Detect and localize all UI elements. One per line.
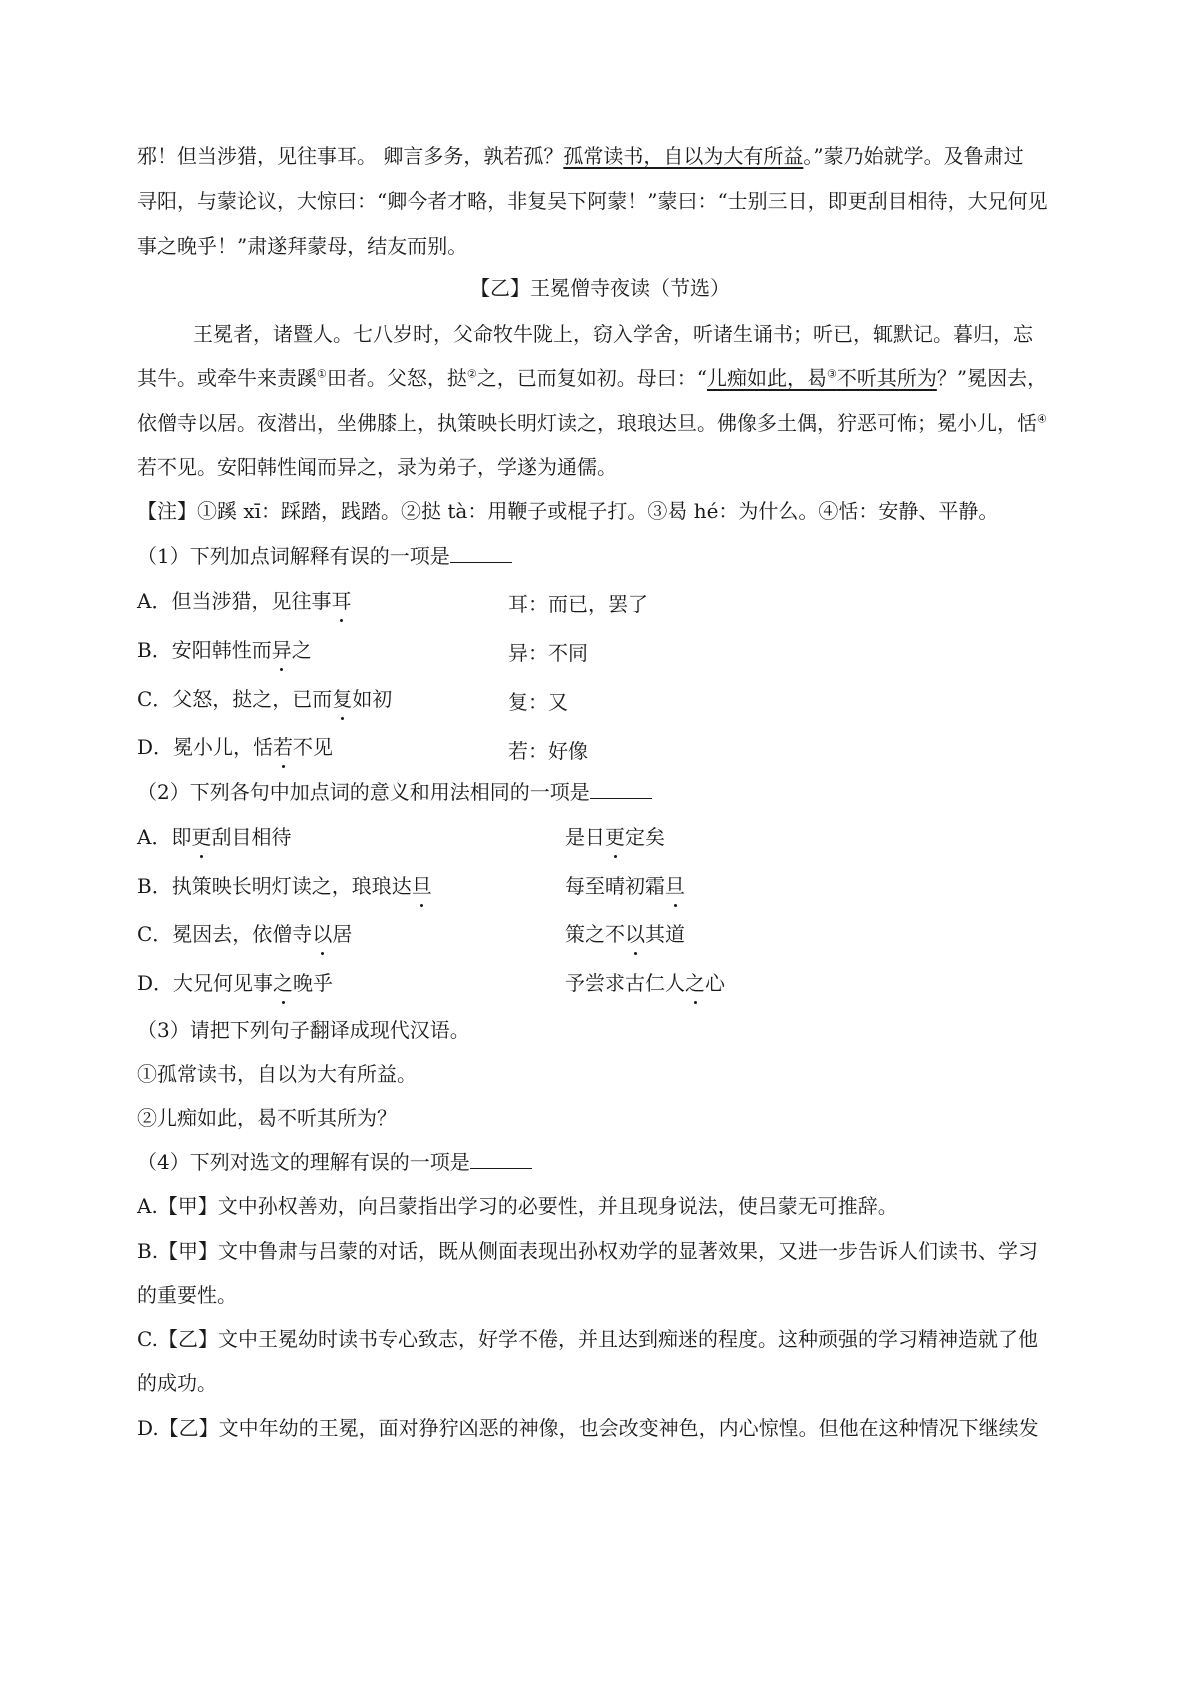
dotted-word: 复: [332, 687, 353, 711]
yi-passage-line-2: [137, 364, 1047, 392]
dotted-word: 之: [273, 971, 294, 995]
dotted-word: 以: [312, 922, 333, 946]
annotation-note: 【注】①蹊 xī：踩踏，践踏。②挞 tà：用鞭子或棍子打。③曷 hé：为什么。④恬：安静、平静。: [137, 499, 999, 523]
q2-option-d-compare: 予尝求古仁人之心: [565, 971, 725, 995]
dotted-word: 旦: [411, 874, 432, 898]
q1-option-c: C．父怒，挞之，已而复如初: [137, 687, 393, 711]
footnote-marker: ①: [317, 367, 327, 381]
q1-option-d-explanation: 若：好像: [508, 739, 588, 763]
q1-option-d: D．冕小儿，恬若不见: [137, 735, 334, 759]
underlined-sentence: 儿痴如此，曷③不听其所为: [706, 366, 937, 390]
underlined-sentence: 孤常读书，自以为大有所益: [563, 144, 804, 168]
dotted-word: 更: [191, 825, 212, 849]
yi-passage-title: 【乙】王冕僧寺夜读（节选）: [470, 276, 730, 300]
q2-option-a: A．即更刮目相待: [137, 825, 292, 849]
yi-passage-line-4: 若不见。安阳韩性闻而异之，录为弟子，学遂为通儒。: [137, 455, 617, 479]
dotted-word: 若: [273, 735, 294, 759]
q1-option-c-explanation: 复：又: [508, 690, 568, 714]
footnote-marker: ④: [1037, 412, 1047, 426]
jia-passage-line-1: [137, 142, 1024, 170]
question-4-stem: [137, 1148, 532, 1176]
text-run: 。”蒙乃始就学。及鲁肃过: [803, 144, 1024, 168]
dotted-word: 异: [271, 638, 292, 662]
yi-passage-line-3: [137, 409, 1047, 437]
text-run: 依僧寺以居。夜潜出，坐佛膝上，执策映长明灯读之，琅琅达旦。佛像多土偶，狞恶可怖；冕小儿，恬: [137, 411, 1037, 435]
yi-passage-line-1: 王冕者，诸暨人。七八岁时，父命牧牛陇上，窃入学舍，听诸生诵书；听已，辄默记。暮归，忘: [193, 322, 1033, 346]
text-run: 邪！但当涉猎，见往事耳。 卿言多务，孰若孤？: [137, 144, 564, 168]
answer-blank: [450, 544, 512, 563]
q1-option-a-explanation: 耳：而已，罢了: [508, 592, 648, 616]
text-run: 之，已而复如初。母曰：“: [476, 366, 707, 390]
jia-passage-line-2: 寻阳，与蒙论议，大惊曰：“卿今者才略，非复吴下阿蒙！”蒙曰：“士别三日，即更刮目相待，大兄何见: [137, 189, 1048, 213]
q3-sentence-2: ②儿痴如此，曷不听其所为？: [137, 1106, 397, 1130]
q2-option-b-compare: 每至晴初霜旦: [565, 874, 685, 898]
dotted-word: 耳: [331, 589, 352, 613]
q1-option-a: A．但当涉猎，见往事耳: [137, 589, 352, 613]
q2-option-a-compare: 是日更定矣: [565, 825, 665, 849]
text-run: 田者。父怒，挞: [326, 366, 467, 390]
footnote-marker: ②: [466, 367, 477, 381]
footnote-marker: ③: [826, 367, 837, 381]
q4-option-b-line-2: 的重要性。: [137, 1283, 237, 1307]
q4-option-d-line-1: D.【乙】文中年幼的王冕，面对狰狞凶恶的神像，也会改变神色，内心惊惶。但他在这种情况下继续发: [137, 1416, 1039, 1440]
jia-passage-line-3: 事之晚乎！”肃遂拜蒙母，结友而别。: [137, 234, 468, 258]
dotted-word: 更: [605, 825, 625, 849]
question-3-stem: （3）请把下列句子翻译成现代汉语。: [137, 1018, 470, 1042]
q2-option-b: B．执策映长明灯读之，琅琅达旦: [137, 874, 432, 898]
q4-option-c-line-2: 的成功。: [137, 1371, 217, 1395]
q1-option-b: B．安阳韩性而异之: [137, 638, 312, 662]
q3-sentence-1: ①孤常读书，自以为大有所益。: [137, 1062, 417, 1086]
question-2-stem: [137, 778, 652, 806]
q2-option-c: C．冕因去，依僧寺以居: [137, 922, 353, 946]
dotted-word: 以: [625, 922, 645, 946]
q2-option-d: D．大兄何见事之晚乎: [137, 971, 334, 995]
question-text: （4）下列对选文的理解有误的一项是: [137, 1150, 470, 1174]
answer-blank: [470, 1150, 532, 1169]
question-text: （2）下列各句中加点词的意义和用法相同的一项是: [137, 780, 590, 804]
question-1-stem: [137, 542, 512, 570]
q1-option-b-explanation: 异：不同: [508, 641, 588, 665]
answer-blank: [590, 780, 652, 799]
q4-option-a: A.【甲】文中孙权善劝，向吕蒙指出学习的必要性，并且现身说法，使吕蒙无可推辞。: [137, 1194, 898, 1218]
q2-option-c-compare: 策之不以其道: [565, 922, 685, 946]
text-run: ？”冕因去，: [936, 366, 1048, 390]
text-run: 其牛。或牵牛来责蹊: [137, 366, 317, 390]
dotted-word: 之: [685, 971, 705, 995]
q4-option-c-line-1: C.【乙】文中王冕幼时读书专心致志，好学不倦，并且达到痴迷的程度。这种顽强的学习精神造就了他: [137, 1327, 1038, 1351]
question-text: （1）下列加点词解释有误的一项是: [137, 544, 450, 568]
q4-option-b-line-1: B.【甲】文中鲁肃与吕蒙的对话，既从侧面表现出孙权劝学的显著效果，又进一步告诉人们读书、学习: [137, 1239, 1039, 1263]
dotted-word: 旦: [665, 874, 685, 898]
